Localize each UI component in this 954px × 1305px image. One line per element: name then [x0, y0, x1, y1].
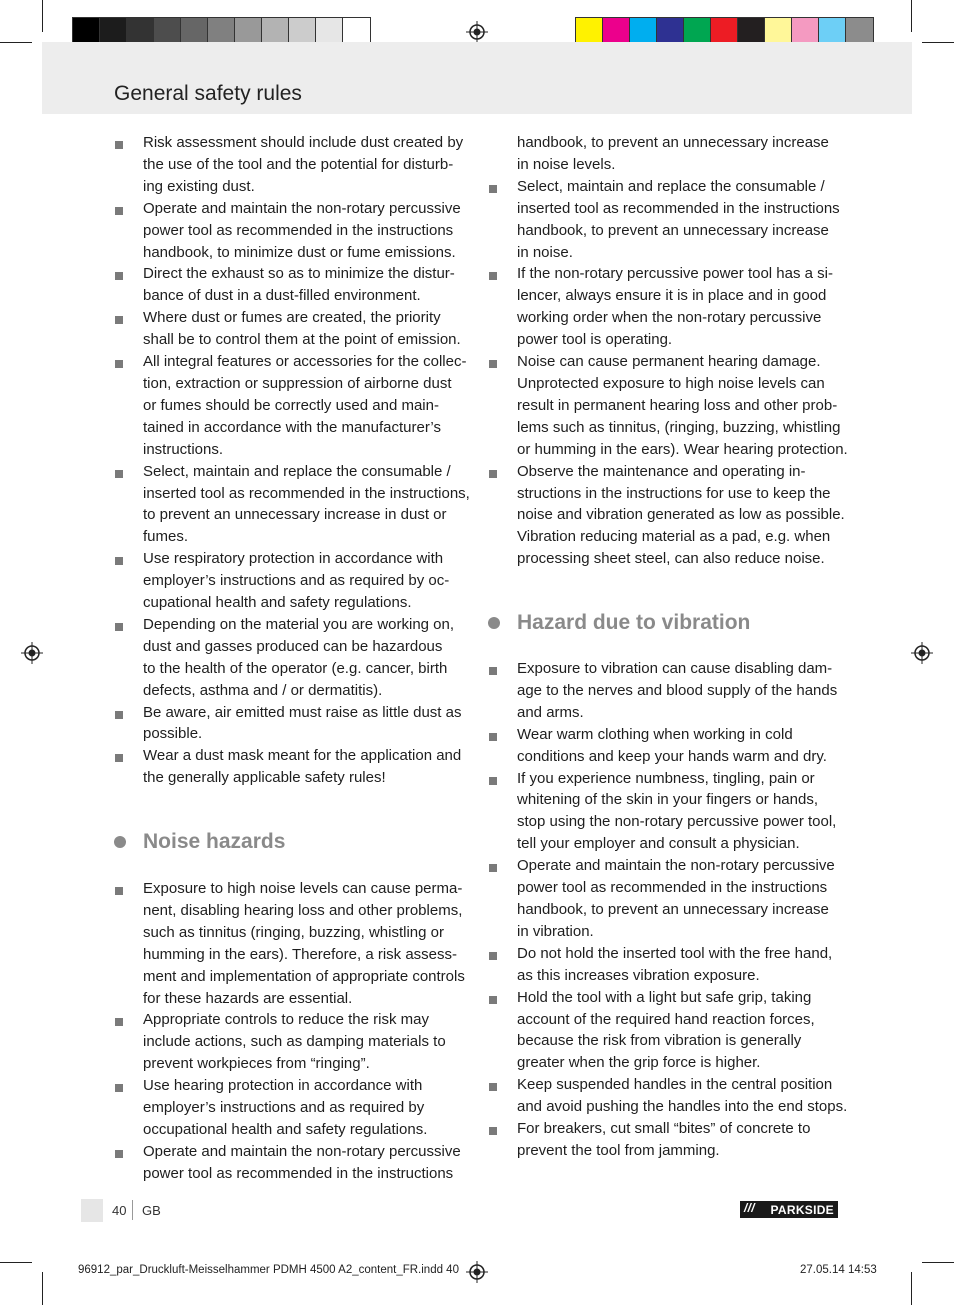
list-item-line: and arms. [517, 703, 584, 721]
list-item [114, 548, 450, 614]
list-item-line: to the health of the operator (e.g. cancer, birth [143, 659, 448, 677]
list-item-line: in vibration. [517, 922, 594, 940]
list-item [488, 263, 848, 351]
list-item-continuation [488, 132, 848, 176]
list-item [488, 943, 848, 987]
brand-slashes: /// [744, 1201, 755, 1215]
list-item-line: power tool as recommended in the instructions [143, 1164, 454, 1182]
list-item-line: because the risk from vibration is generally [517, 1032, 802, 1050]
list-item [114, 745, 462, 789]
list-item-line: working order when the non-rotary percussive [517, 309, 822, 327]
list-item-line: to prevent an unnecessary increase in dust or [143, 506, 447, 524]
noise-rules-list [114, 878, 465, 1185]
list-item-line: such as tinnitus (ringing, buzzing, whistling or [143, 923, 444, 941]
list-item-line: conditions and keep your hands warm and dry. [517, 747, 827, 765]
list-item-line: processing sheet steel, can also reduce noise. [517, 550, 825, 568]
list-item-line: Select, maintain and replace the consumable / [517, 177, 825, 195]
left-column [114, 132, 470, 789]
page-number: 40 [112, 1203, 127, 1218]
list-item [488, 768, 848, 856]
list-item-line: Exposure to high noise levels can cause perma- [143, 880, 463, 897]
list-item-line: account of the required hand reaction forces, [517, 1010, 815, 1028]
list-item-line: instructions. [143, 440, 224, 458]
crop-mark [911, 1272, 912, 1305]
heading-bullet-icon [488, 617, 500, 629]
list-item-line: handbook, to prevent an unnecessary increase [517, 134, 829, 151]
list-item-line: nent, disabling hearing loss and other problems, [143, 901, 463, 919]
list-item-line: prevent the tool from jamming. [517, 1141, 720, 1159]
list-item-line: Operate and maintain the non-rotary percussive [143, 1142, 461, 1160]
list-item [114, 263, 455, 307]
list-item-line: power tool is operating. [517, 331, 673, 349]
noise-heading-text: Noise hazards [143, 830, 286, 853]
list-item [488, 724, 848, 768]
list-item [114, 1075, 444, 1141]
list-item-line: Noise can cause permanent hearing damage. [517, 353, 821, 371]
list-item-line: Observe the maintenance and operating in- [517, 462, 806, 480]
file-slug: 96912_par_Druckluft-Meisselhammer PDMH 4500 A2_content_FR.indd 40 [78, 1264, 459, 1276]
registration-mark-icon [466, 21, 488, 43]
list-item-line: tion, extraction or suppression of airborne dust [143, 374, 452, 392]
list-item [488, 176, 848, 264]
list-item [114, 132, 464, 198]
crop-mark [0, 1262, 32, 1263]
list-item-line: Risk assessment should include dust created by [143, 134, 464, 151]
list-item-line: stop using the non-rotary percussive power tool, [517, 813, 837, 831]
list-item-line: occupational health and safety regulations. [143, 1120, 428, 1138]
list-item-line: ing existing dust. [143, 177, 255, 195]
page-number-box [81, 1199, 103, 1222]
list-item-line: tell your employer and consult a physician. [517, 835, 800, 853]
list-item-line: lencer, always ensure it is in place and in good [517, 287, 827, 305]
list-item-line: prevent workpieces from “ringing”. [143, 1055, 370, 1073]
noise-hazards-heading [114, 830, 285, 854]
vibration-heading [488, 611, 750, 635]
list-item-line: in noise levels. [517, 155, 616, 173]
list-item-line: result in permanent hearing loss and other prob- [517, 396, 838, 414]
list-item [114, 1141, 461, 1185]
list-item [488, 855, 848, 943]
list-item [114, 461, 470, 549]
list-item-line: Direct the exhaust so as to minimize the distur- [143, 265, 455, 283]
list-item-line: All integral features or accessories for the collec- [143, 353, 467, 371]
brand-name: PARKSIDE [770, 1202, 834, 1217]
list-item [488, 1074, 848, 1118]
noise-rules-list-continued [488, 132, 848, 570]
list-item-line: Exposure to vibration can cause disabling dam- [517, 660, 833, 677]
list-item [114, 351, 467, 461]
list-item-line: Wear a dust mask meant for the application and [143, 747, 462, 765]
list-item [488, 351, 848, 461]
list-item-line: fumes. [143, 528, 189, 546]
vibration-column [488, 658, 848, 1162]
registration-mark-icon [21, 642, 43, 664]
list-item [114, 307, 461, 351]
list-item-line: structions in the instructions for use to keep the [517, 484, 831, 502]
list-item-line: and avoid pushing the handles into the end stops. [517, 1098, 848, 1116]
list-item-line: For breakers, cut small “bites” of concrete to [517, 1120, 811, 1138]
list-item-line: bance of dust in a dust-filled environment. [143, 287, 421, 305]
list-item-line: Wear warm clothing when working in cold [517, 725, 793, 743]
list-item-line: Unprotected exposure to high noise levels can [517, 374, 825, 392]
list-item [114, 1009, 444, 1075]
list-item-line: Be aware, air emitted must raise as little dust as [143, 703, 462, 721]
list-item-line: Do not hold the inserted tool with the free hand, [517, 944, 833, 962]
list-item-line: Where dust or fumes are created, the priority [143, 309, 441, 327]
heading-bullet-icon [114, 836, 126, 848]
list-item-line: power tool as recommended in the instructions [143, 221, 454, 239]
list-item-line: or fumes should be correctly used and main- [143, 396, 439, 414]
list-item-line: Hold the tool with a light but safe grip, taking [517, 988, 812, 1006]
list-item-line: defects, asthma and / or dermatitis). [143, 681, 383, 699]
list-item-line: handbook, to prevent an unnecessary increase [517, 221, 829, 239]
list-item [114, 878, 465, 1009]
list-item-line: humming in the ears). Therefore, a risk assess- [143, 945, 458, 963]
list-item-line: employer’s instructions and as required by [143, 1099, 425, 1117]
list-item-line: Operate and maintain the non-rotary percussive [517, 857, 835, 875]
list-item-line: Use respiratory protection in accordance with [143, 550, 444, 568]
crop-mark [922, 1262, 954, 1263]
crop-mark [922, 42, 954, 43]
list-item-line: inserted tool as recommended in the instructions [517, 199, 840, 217]
list-item [488, 658, 848, 724]
list-item-line: Vibration reducing material as a pad, e.g. when [517, 528, 831, 546]
dust-rules-list [114, 132, 470, 789]
list-item-line: Depending on the material you are working on, [143, 615, 455, 633]
list-item-line: possible. [143, 725, 203, 743]
footer-divider [132, 1200, 133, 1220]
list-item-line: noise and vibration generated as low as possible. [517, 506, 845, 524]
vibration-heading-text: Hazard due to vibration [517, 611, 751, 634]
list-item [488, 461, 848, 571]
list-item-line: dust and gasses produced can be hazardous [143, 637, 443, 655]
list-item-line: inserted tool as recommended in the instructions, [143, 484, 470, 502]
list-item-line: shall be to control them at the point of emission. [143, 331, 461, 349]
list-item [114, 198, 461, 264]
crop-mark [42, 0, 43, 32]
list-item-line: or humming in the ears). Wear hearing protection. [517, 440, 848, 458]
brand-logo [740, 1201, 838, 1218]
crop-mark [0, 42, 32, 43]
list-item-line: Use hearing protection in accordance with [143, 1077, 423, 1095]
list-item-line: age to the nerves and blood supply of the hands [517, 681, 838, 699]
list-item-line: the generally applicable safety rules! [143, 769, 386, 787]
crop-mark [42, 1272, 43, 1305]
vibration-rules-list [488, 658, 848, 1162]
list-item-line: Select, maintain and replace the consumable / [143, 462, 451, 480]
list-item-line: power tool as recommended in the instructions [517, 879, 828, 897]
list-item-line: as this increases vibration exposure. [517, 966, 760, 984]
list-item [114, 614, 455, 702]
right-column [488, 132, 848, 570]
language-code: GB [142, 1203, 161, 1218]
list-item-line: If the non-rotary percussive power tool has a si- [517, 265, 833, 283]
list-item-line: employer’s instructions and as required by oc- [143, 572, 450, 590]
date-slug: 27.05.14 14:53 [800, 1264, 877, 1276]
list-item-line: Keep suspended handles in the central position [517, 1076, 833, 1094]
registration-mark-icon [911, 642, 933, 664]
list-item-line: ment and implementation of appropriate controls [143, 967, 465, 985]
list-item-line: cupational health and safety regulations. [143, 594, 412, 612]
list-item-line: in noise. [517, 243, 573, 261]
list-item-line: for these hazards are essential. [143, 989, 353, 1007]
list-item-line: tained in accordance with the manufacturer’s [143, 418, 441, 436]
noise-column [114, 878, 465, 1185]
list-item-line: whitening of the skin in your fingers or hands, [517, 791, 819, 809]
list-item-line: handbook, to prevent an unnecessary increase [517, 900, 829, 918]
list-item-line: lems such as tinnitus, (ringing, buzzing, whistling [517, 418, 841, 436]
list-item-line: include actions, such as damping materials to [143, 1033, 446, 1051]
list-item [488, 1118, 848, 1162]
list-item-line: If you experience numbness, tingling, pain or [517, 769, 815, 787]
crop-mark [911, 0, 912, 32]
list-item-line: handbook, to minimize dust or fume emissions. [143, 243, 456, 261]
page-title: General safety rules [114, 82, 302, 105]
list-item-line: greater when the grip force is higher. [517, 1054, 761, 1072]
list-item-line: the use of the tool and the potential for disturb- [143, 155, 454, 173]
list-item-line: Operate and maintain the non-rotary percussive [143, 199, 461, 217]
registration-mark-icon [466, 1261, 488, 1283]
list-item [488, 987, 848, 1075]
list-item [114, 702, 462, 746]
list-item-line: Appropriate controls to reduce the risk may [143, 1011, 429, 1029]
